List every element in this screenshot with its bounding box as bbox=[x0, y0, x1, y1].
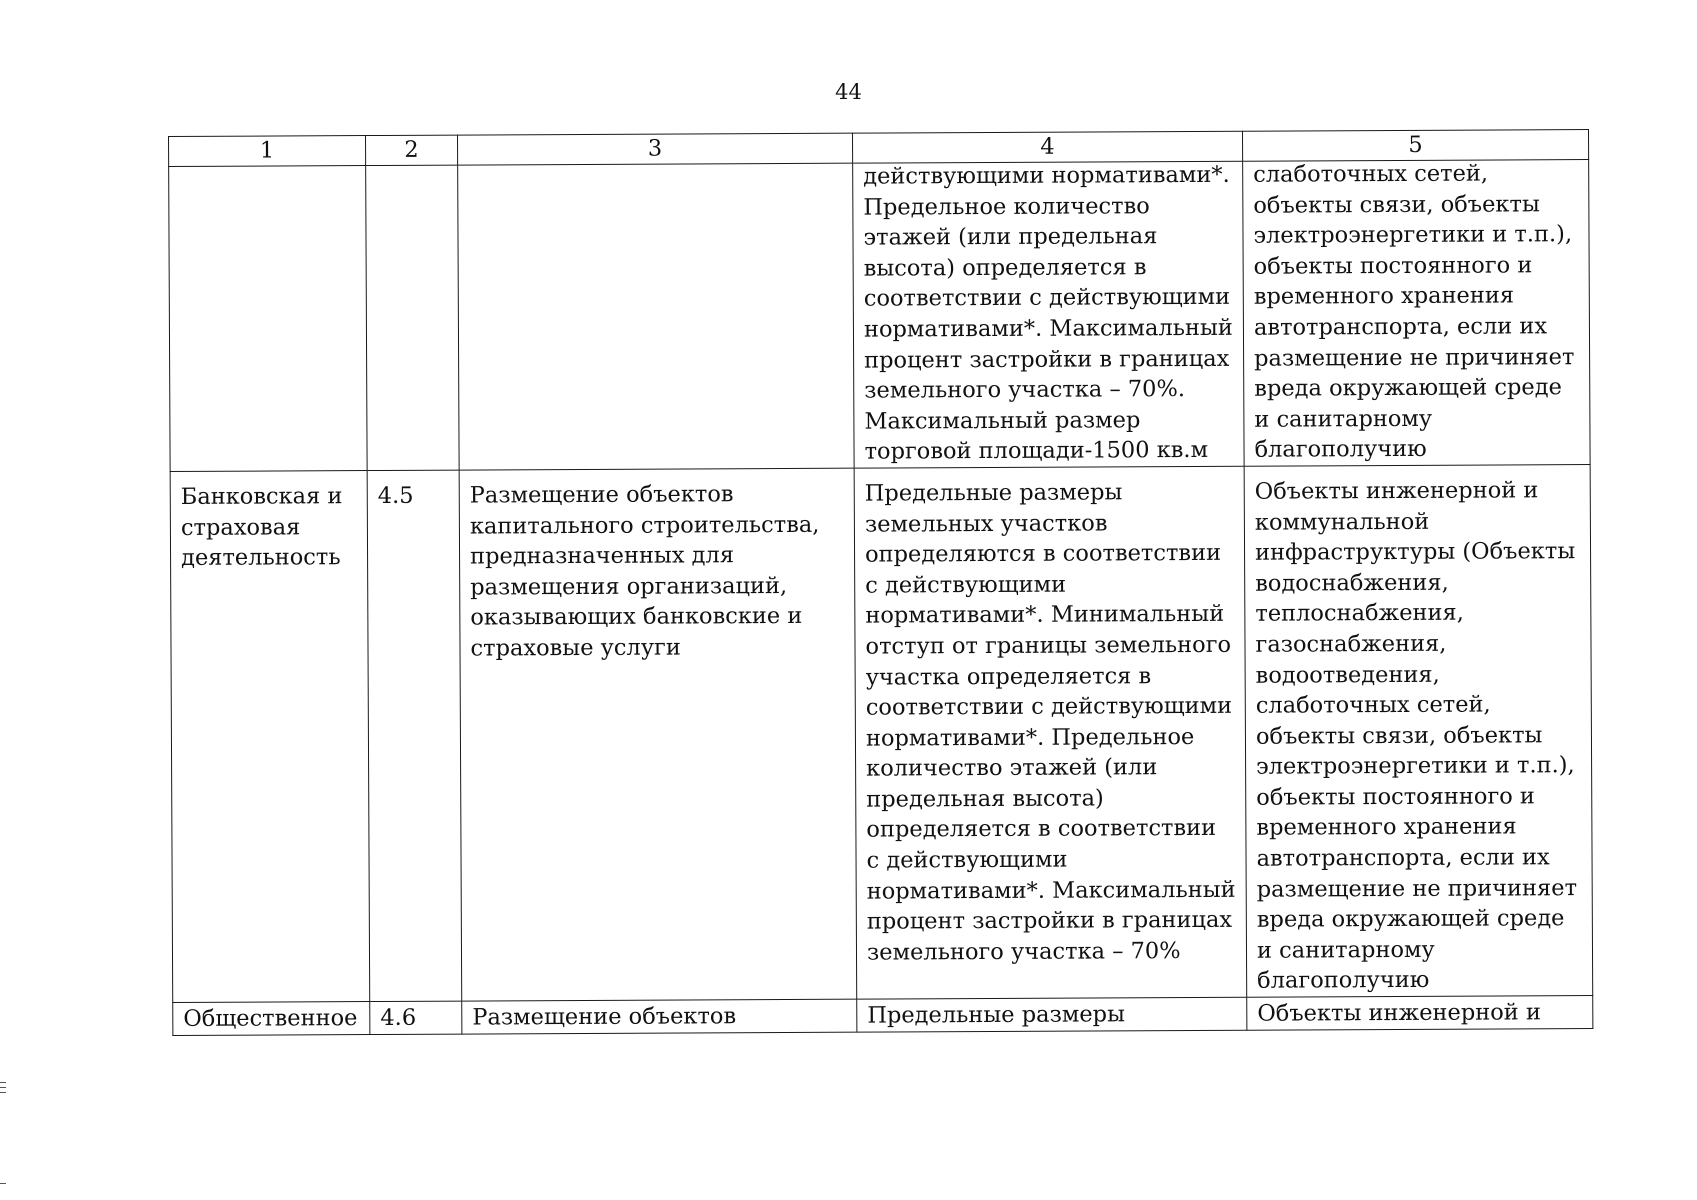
use-parameters-cell bbox=[857, 997, 1247, 1032]
use-name-cell bbox=[173, 1002, 370, 1036]
scan-margin-mark bbox=[0, 1183, 6, 1184]
header-cell-3: 3 bbox=[457, 133, 852, 165]
table-row bbox=[169, 160, 1590, 472]
table-row bbox=[170, 464, 1593, 1002]
auxiliary-uses-cell bbox=[1243, 160, 1590, 467]
auxiliary-uses: Объекты инженерной и bbox=[1257, 999, 1541, 1027]
scan-margin-mark bbox=[0, 1087, 6, 1088]
use-parameters: действующими нормативами*. Предельное количество этажей (или предельная высота) определяется в соответствии с действующими нормативами*. Максимальный процент застройки в границах земельного участка – 70%. Максимальный размер торговой площади-1500 кв.м bbox=[863, 161, 1233, 465]
use-parameters: Предельные размеры земельных участков определяются в соответствии с действующими нормативами*. Минимальный отступ от границы земельного участка определяется в соответствии с действующими нормативами*. Предельное количество этажей (или предельная высота) определяется в соответствии с действующими нормативами*. Максимальный процент застройки в границах земельного участка – 70% bbox=[864, 479, 1236, 966]
auxiliary-uses: Объекты инженерной и коммунальной инфраструктуры (Объекты водоснабжения, теплоснабжения, газоснабжения, водоотведения, слаботочных сетей, объекты связи, объекты электроэнергетики и т.п.), объекты постоянного и временного хранения автотранспорта, если их размещение не причиняет вреда окружающей среде и санитарному благополучию bbox=[1254, 477, 1578, 995]
use-description: Размещение объектов bbox=[472, 1003, 737, 1031]
auxiliary-uses: слаботочных сетей, объекты связи, объекты электроэнергетики и т.п.), объекты постоянного и временного хранения автотранспорта, если их размещение не причиняет вреда окружающей среде и санитарному благополучию bbox=[1253, 160, 1575, 464]
use-parameters-cell bbox=[854, 466, 1247, 999]
use-description-cell bbox=[458, 163, 854, 470]
use-name: Банковская и страховая деятельность bbox=[180, 483, 343, 572]
use-code-cell bbox=[366, 165, 459, 470]
header-cell-5: 5 bbox=[1242, 130, 1588, 162]
use-code-cell bbox=[367, 470, 462, 1002]
use-name-cell bbox=[170, 470, 370, 1002]
table-row bbox=[173, 996, 1593, 1036]
use-code-cell bbox=[370, 1001, 462, 1034]
scan-margin-mark bbox=[0, 1092, 6, 1093]
page-number: 44 bbox=[835, 80, 862, 104]
use-parameters-cell bbox=[853, 161, 1244, 468]
scan-margin-mark bbox=[0, 1082, 6, 1083]
use-description: Размещение объектов капитального строительства, предназначенных для размещения организаций, оказывающих банковские и страховые услуги bbox=[469, 481, 820, 662]
use-parameters: Предельные размеры bbox=[867, 1001, 1126, 1029]
use-code: 4.6 bbox=[380, 1004, 417, 1032]
use-code: 4.5 bbox=[377, 482, 414, 509]
header-cell-4: 4 bbox=[852, 131, 1242, 163]
auxiliary-uses-cell bbox=[1244, 464, 1593, 997]
header-cell-1: 1 bbox=[169, 136, 366, 167]
header-cell-2: 2 bbox=[366, 135, 458, 165]
land-use-table bbox=[168, 129, 1593, 1036]
use-name-cell bbox=[169, 166, 367, 472]
use-description-cell bbox=[459, 468, 857, 1001]
use-description-cell bbox=[462, 999, 857, 1034]
use-name: Общественное bbox=[183, 1005, 358, 1032]
auxiliary-uses-cell bbox=[1247, 996, 1593, 1031]
